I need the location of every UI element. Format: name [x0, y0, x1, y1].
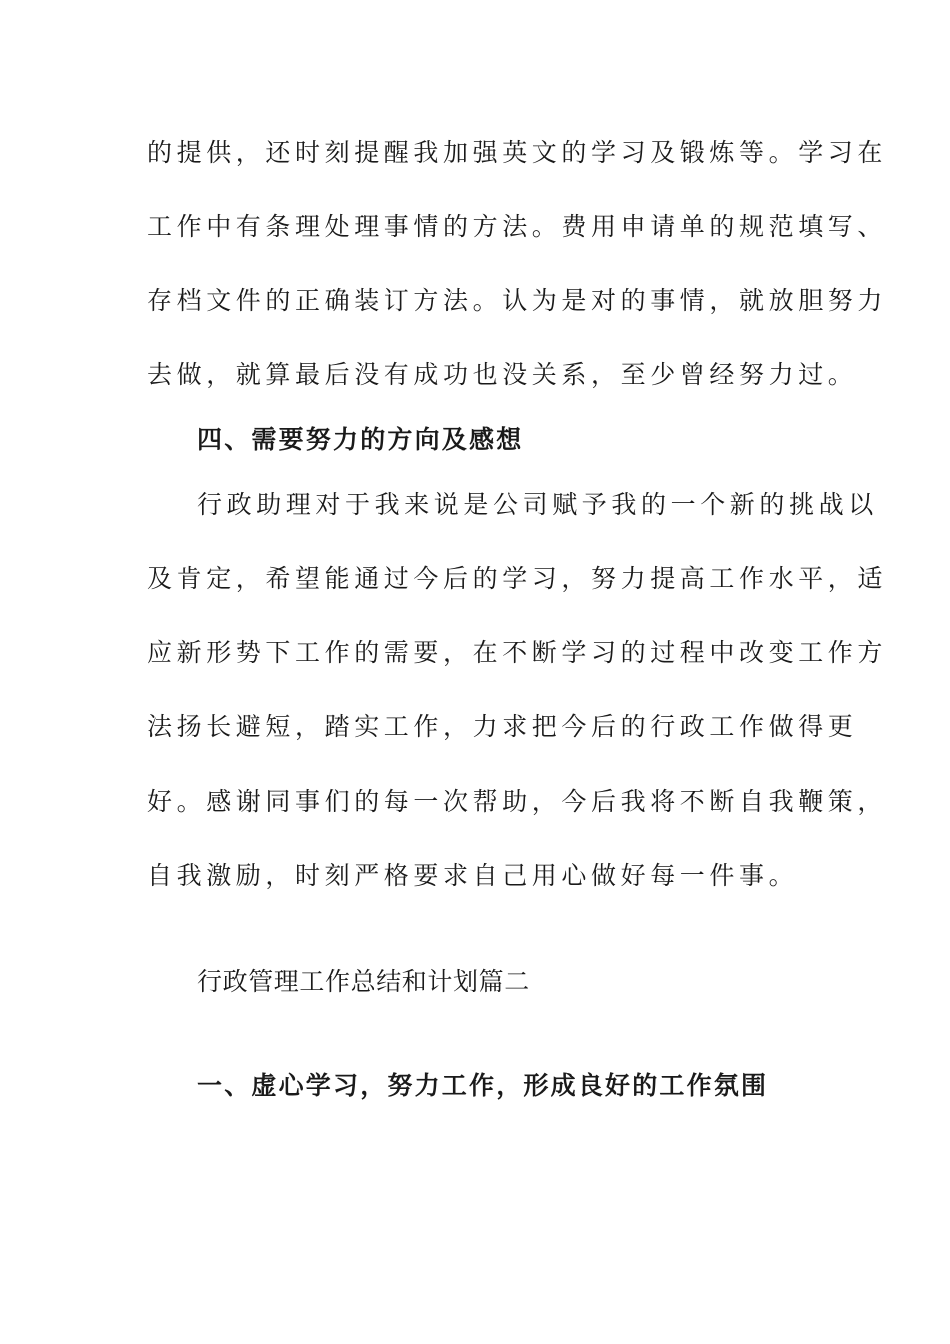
paragraph-line: 及肯定，希望能通过今后的学习，努力提高工作水平，适: [147, 564, 888, 593]
paragraph-line: 的提供，还时刻提醒我加强英文的学习及锻炼等。学习在: [147, 138, 888, 167]
paragraph-line: 去做，就算最后没有成功也没关系，至少曾经努力过。: [147, 360, 858, 389]
paragraph-line: 行政助理对于我来说是公司赋予我的一个新的挑战以: [197, 490, 878, 519]
paragraph-line: 应新形势下工作的需要，在不断学习的过程中改变工作方: [147, 638, 888, 667]
paragraph-line: 自我激励，时刻严格要求自己用心做好每一件事。: [147, 861, 799, 890]
section-heading: 一、虚心学习，努力工作，形成良好的工作氛围: [197, 1071, 769, 1100]
article-title: 行政管理工作总结和计划篇二: [197, 967, 530, 996]
paragraph-line: 存档文件的正确装订方法。认为是对的事情，就放胆努力: [147, 286, 888, 315]
paragraph-line: 工作中有条理处理事情的方法。费用申请单的规范填写、: [147, 212, 888, 241]
section-heading: 四、需要努力的方向及感想: [197, 425, 524, 454]
paragraph-line: 好。感谢同事们的每一次帮助，今后我将不断自我鞭策，: [147, 787, 888, 816]
paragraph-line: 法扬长避短，踏实工作，力求把今后的行政工作做得更: [147, 712, 858, 741]
